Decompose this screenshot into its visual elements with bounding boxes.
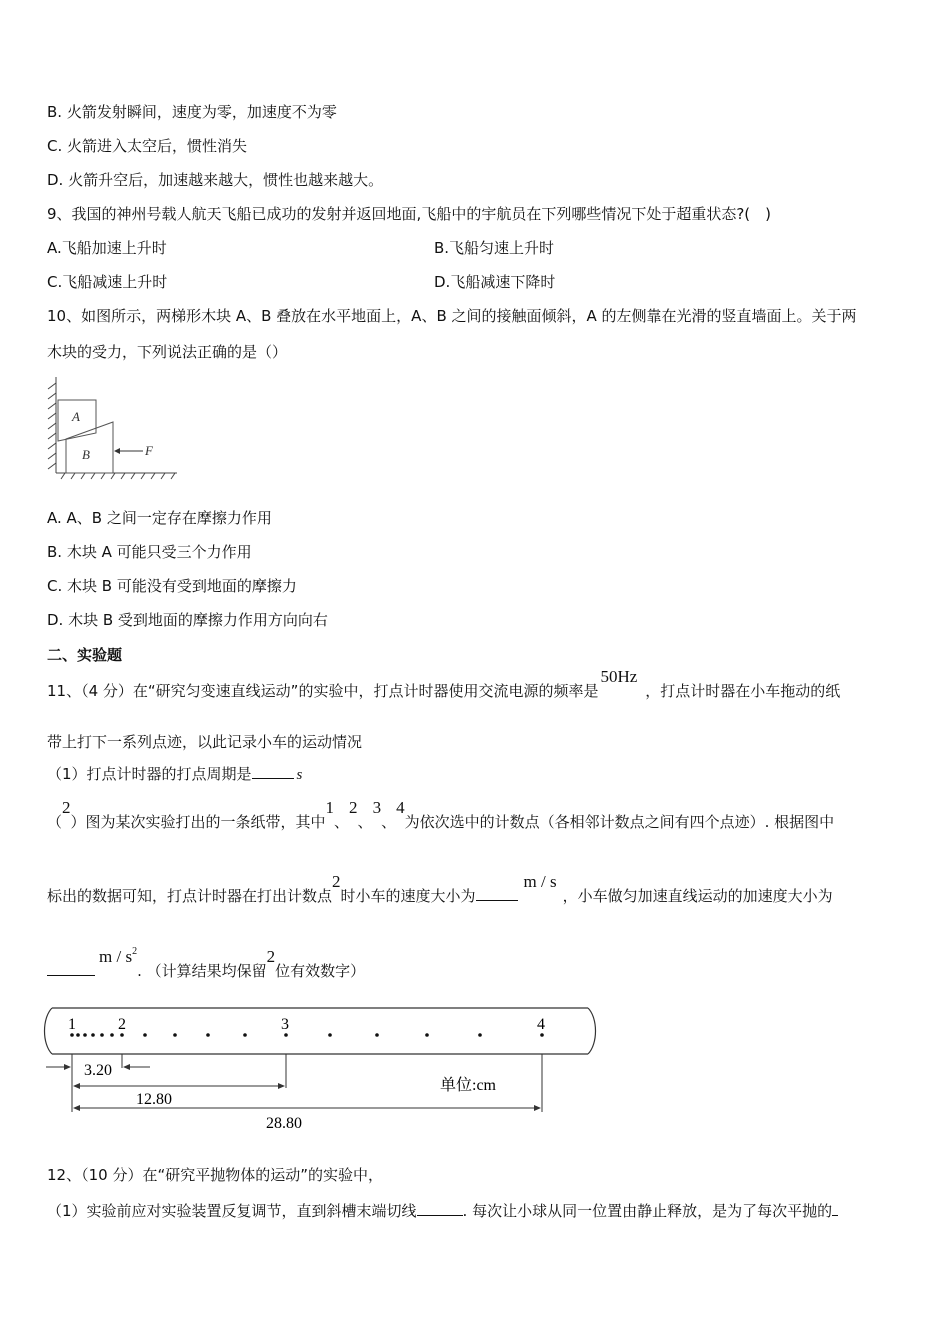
q12-purpose-blank[interactable] (832, 1201, 838, 1216)
count-label-3: 3 (372, 798, 382, 817)
accel-unit: m / s (99, 947, 133, 966)
q11-part2-line3 (47, 872, 833, 906)
tape-label-1: 1 (68, 1016, 76, 1033)
q11-part2-text: ）图为某次实验打出的一条纸带，其中 (70, 813, 326, 831)
tape-label-2: 2 (118, 1016, 126, 1033)
q10-option-c: C. 木块 B 可能没有受到地面的摩擦力 (47, 577, 297, 595)
q12-part1 (47, 1201, 838, 1221)
q11-period-blank[interactable] (252, 764, 294, 779)
count-label-2b: 2 (332, 872, 341, 891)
q8-option-b: B. 火箭发射瞬间，速度为零，加速度不为零 (47, 103, 337, 121)
q10-option-d: D. 木块 B 受到地面的摩擦力作用方向向右 (47, 611, 328, 629)
section-heading: 二、实验题 (47, 646, 123, 664)
q12-part1-tail: . 每次让小球从同一位置由静止释放，是为了每次平抛的 (462, 1202, 833, 1220)
sig-fig-number: 2 (266, 947, 276, 966)
q11-part2-tail: 为依次选中的计数点（各相邻计数点之间有四个点迹）. 根据图中 (404, 813, 835, 831)
force-f-label: F (145, 443, 153, 458)
q10-stem-line2: 木块的受力，下列说法正确的是（） (47, 343, 288, 361)
q10-option-a: A. A、B 之间一定存在摩擦力作用 (47, 509, 272, 527)
q11-velocity-text: 时小车的速度大小为 (340, 887, 476, 905)
count-label-4: 4 (396, 798, 405, 817)
q11-line3-text: 标出的数据可知，打点计时器在打出计数点 (47, 887, 333, 905)
q11-stem-1b: ，打点计时器在小车拖动的纸 (645, 682, 841, 700)
paren: （ (47, 813, 63, 831)
q11-accel-text: ，小车做匀加速直线运动的加速度大小为 (562, 887, 833, 905)
sep: 、 (334, 813, 350, 831)
q12-tangent-blank[interactable] (417, 1201, 463, 1216)
block-a-label: A (72, 409, 80, 424)
paper-tape-figure (40, 1000, 600, 1135)
tape-label-3: 3 (281, 1016, 289, 1033)
q8-option-d: D. 火箭升空后，加速越来越大，惯性也越来越大。 (47, 171, 384, 189)
velocity-unit: m / s (523, 872, 557, 891)
dim-d13: 12.80 (136, 1091, 172, 1108)
q11-part2-line (47, 798, 835, 832)
q10-option-b: B. 木块 A 可能只受三个力作用 (47, 543, 252, 561)
q12-part1-text: （1）实验前应对实验装置反复调节，直到斜槽末端切线 (47, 1202, 417, 1220)
q11-part1-text: （1）打点计时器的打点周期是 (47, 765, 252, 783)
q8-option-c: C. 火箭进入太空后，惯性消失 (47, 137, 248, 155)
q11-velocity-blank[interactable] (476, 886, 518, 901)
count-label-2: 2 (349, 798, 358, 817)
q9-option-a: A.飞船加速上升时 (47, 239, 167, 257)
q10-stem-line1: 10、如图所示，两梯形木块 A、B 叠放在水平地面上，A、B 之间的接触面倾斜，A 的左侧靠在光滑的竖直墙面上。关于两 (47, 307, 857, 325)
q10-block-figure (45, 375, 185, 480)
q11-stem-line2: 带上打下一系列点迹，以此记录小车的运动情况 (47, 733, 363, 751)
accel-unit-exponent: 2 (132, 946, 138, 957)
dim-d14: 28.80 (266, 1115, 302, 1132)
q9-option-c: C.飞船减速上升时 (47, 273, 168, 291)
block-b-label: B (82, 447, 90, 462)
q11-frequency: 50Hz (600, 667, 638, 686)
q11-period-unit: s (296, 767, 303, 783)
q9-stem: 9、我国的神州号载人航天飞船已成功的发射并返回地面,飞船中的宇航员在下列哪些情况下处于超重状态?( ) (47, 205, 771, 223)
sep: 、 (357, 813, 373, 831)
q11-stem-line1 (47, 667, 841, 701)
count-label-1: 1 (325, 798, 335, 817)
q11-line4-text: . （计算结果均保留 (137, 962, 267, 980)
tape-unit-label: 单位:cm (440, 1077, 496, 1094)
q11-part2-line4 (47, 946, 366, 984)
q12-stem: 12、（10 分）在“研究平抛物体的运动”的实验中， (47, 1166, 383, 1184)
part-num: 2 (62, 798, 71, 817)
sep: 、 (381, 813, 397, 831)
dim-d12: 3.20 (84, 1062, 112, 1079)
q11-accel-blank[interactable] (47, 961, 95, 976)
q11-part1 (47, 764, 302, 785)
q11-line4-tail: 位有效数字） (275, 962, 366, 980)
q9-option-b: B.飞船匀速上升时 (434, 239, 555, 257)
tape-label-4: 4 (537, 1016, 545, 1033)
q11-stem-1a: 11、（4 分）在“研究匀变速直线运动”的实验中，打点计时器使用交流电源的频率是 (47, 682, 599, 700)
q9-option-d: D.飞船减速下降时 (434, 273, 556, 291)
